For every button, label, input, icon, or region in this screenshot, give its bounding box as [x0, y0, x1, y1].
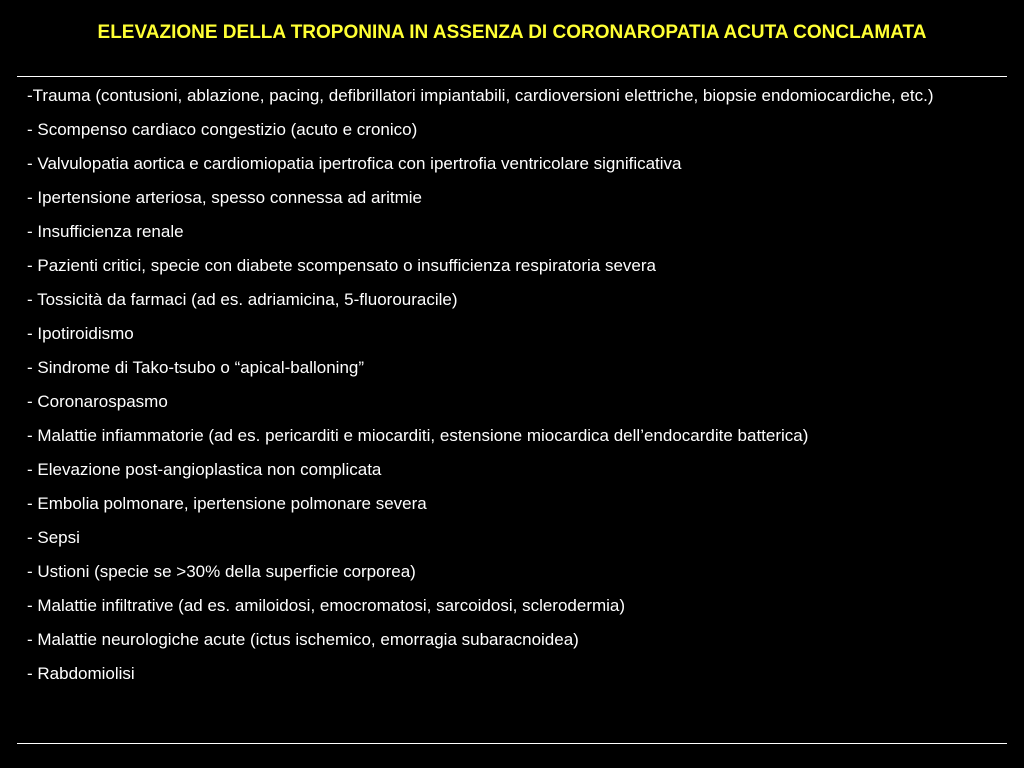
list-item: - Scompenso cardiaco congestizio (acuto e cronico)	[27, 120, 418, 139]
list-item: - Coronarospasmo	[27, 392, 168, 411]
list-item: - Ipertensione arteriosa, spesso connessa ad aritmie	[27, 188, 422, 207]
list-item: - Malattie infiltrative (ad es. amiloidosi, emocromatosi, sarcoidosi, sclerodermia)	[27, 596, 626, 615]
cause-list	[27, 84, 987, 696]
slide-title: ELEVAZIONE DELLA TROPONINA IN ASSENZA DI CORONAROPATIA ACUTA CONCLAMATA	[97, 22, 927, 43]
list-item: -Trauma (contusioni, ablazione, pacing, defibrillatori impiantabili, cardioversioni elettriche, biopsie endomiocardiche, etc.)	[27, 86, 934, 105]
top-divider	[17, 76, 1007, 77]
list-item: - Ipotiroidismo	[27, 324, 134, 343]
list-item: - Malattie infiammatorie (ad es. pericarditi e miocarditi, estensione miocardica dell’endocardite batterica)	[27, 426, 809, 445]
list-item: - Malattie neurologiche acute (ictus ischemico, emorragia subaracnoidea)	[27, 630, 579, 649]
list-item: - Pazienti critici, specie con diabete scompensato o insufficienza respiratoria severa	[27, 256, 656, 275]
list-item: - Sepsi	[27, 528, 80, 547]
bottom-divider	[17, 743, 1007, 744]
list-item: - Elevazione post-angioplastica non complicata	[27, 460, 382, 479]
list-item: - Embolia polmonare, ipertensione polmonare severa	[27, 494, 427, 513]
list-item: - Valvulopatia aortica e cardiomiopatia ipertrofica con ipertrofia ventricolare significativa	[27, 154, 682, 173]
list-item: - Insufficienza renale	[27, 222, 184, 241]
list-item: - Rabdomiolisi	[27, 664, 135, 683]
list-item: - Tossicità da farmaci (ad es. adriamicina, 5-fluorouracile)	[27, 290, 458, 309]
list-item: - Ustioni (specie se >30% della superficie corporea)	[27, 562, 416, 581]
list-item: - Sindrome di Tako-tsubo o “apical-balloning”	[27, 358, 365, 377]
